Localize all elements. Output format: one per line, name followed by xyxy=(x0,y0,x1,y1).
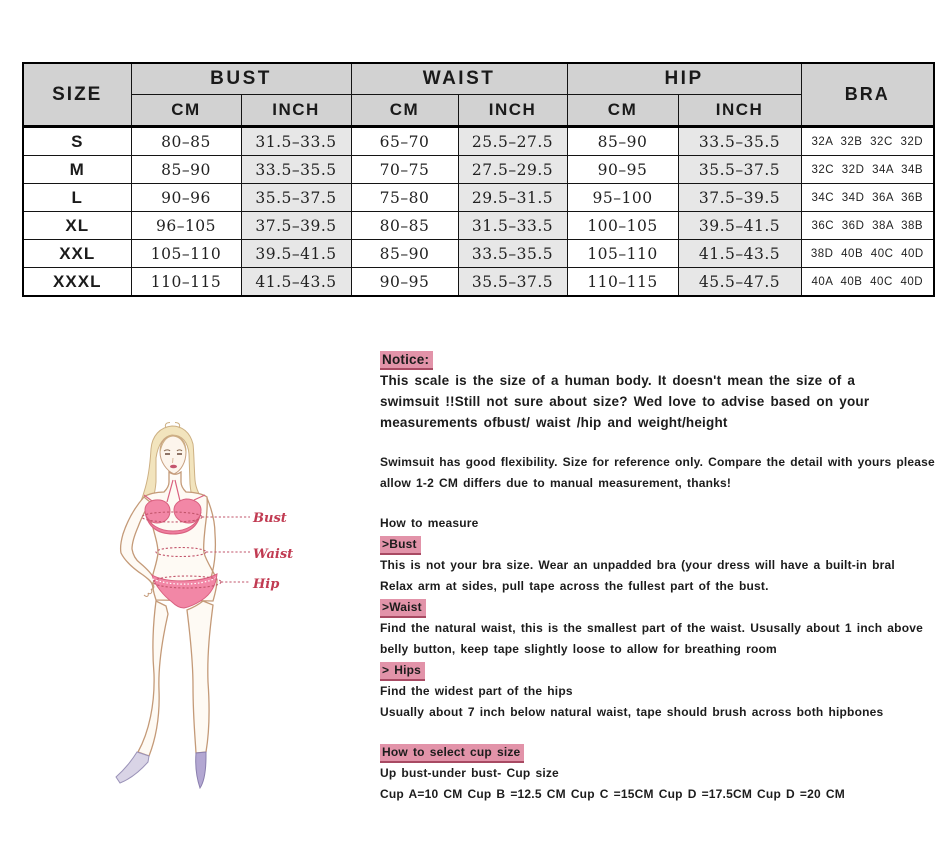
highlight-label: >Waist xyxy=(380,599,426,618)
cell-hip-cm: 100–105 xyxy=(567,212,678,240)
subheader-waist-inch: INCH xyxy=(458,95,567,127)
highlight-label: > Hips xyxy=(380,662,425,681)
measure-notes xyxy=(380,349,945,805)
note-line: Relax arm at sides, pull tape across the fullest part of the bust. xyxy=(380,579,769,593)
left-leg xyxy=(138,601,168,756)
cell-hip-inch: 45.5–47.5 xyxy=(678,268,801,297)
cell-size: S xyxy=(23,127,131,156)
cell-waist-cm: 70–75 xyxy=(351,156,458,184)
hip-label: Hip xyxy=(253,577,280,592)
cell-waist-inch: 31.5–33.5 xyxy=(458,212,567,240)
cell-hip-cm: 95–100 xyxy=(567,184,678,212)
nose xyxy=(173,458,174,463)
note-line xyxy=(380,660,945,681)
note-line xyxy=(380,534,945,555)
cell-size: M xyxy=(23,156,131,184)
note-line xyxy=(380,742,945,763)
cell-bra: 36C 36D 38A 38B xyxy=(801,212,934,240)
col-header-size: SIZE xyxy=(23,63,131,127)
cell-hip-inch: 37.5–39.5 xyxy=(678,184,801,212)
cell-bust-inch: 31.5–33.5 xyxy=(241,127,351,156)
note-line: How to measure xyxy=(380,516,479,530)
cell-bra: 38D 40B 40C 40D xyxy=(801,240,934,268)
cell-hip-cm: 105–110 xyxy=(567,240,678,268)
cell-bust-cm: 85–90 xyxy=(131,156,241,184)
cell-waist-inch: 27.5–29.5 xyxy=(458,156,567,184)
bikini-cup-left xyxy=(145,500,170,523)
cell-size: XXXL xyxy=(23,268,131,297)
cell-bust-inch: 37.5–39.5 xyxy=(241,212,351,240)
cell-size: XL xyxy=(23,212,131,240)
cell-hip-inch: 39.5–41.5 xyxy=(678,212,801,240)
note-line: Find the natural waist, this is the smallest part of the waist. Ususally about 1 inch above xyxy=(380,621,923,635)
highlight-label: >Bust xyxy=(380,536,421,555)
size-chart-table xyxy=(22,62,935,297)
subheader-hip-cm: CM xyxy=(567,95,678,127)
cell-hip-inch: 35.5–37.5 xyxy=(678,156,801,184)
note-line xyxy=(380,349,945,370)
cell-bra: 34C 34D 36A 36B xyxy=(801,184,934,212)
table-row xyxy=(23,268,934,297)
cell-waist-inch: 25.5–27.5 xyxy=(458,127,567,156)
cell-hip-inch: 33.5–35.5 xyxy=(678,127,801,156)
table-row xyxy=(23,212,934,240)
cell-bust-inch: 35.5–37.5 xyxy=(241,184,351,212)
note-line: Usually about 7 inch below natural waist, tape should brush across both hipbones xyxy=(380,705,884,719)
note-line: allow 1-2 CM differs due to manual measurement, thanks! xyxy=(380,476,732,490)
note-line: belly button, keep tape slightly loose to allow for breathing room xyxy=(380,642,777,656)
cell-waist-inch: 33.5–35.5 xyxy=(458,240,567,268)
left-shoe xyxy=(116,752,149,783)
cell-waist-cm: 75–80 xyxy=(351,184,458,212)
table-row xyxy=(23,127,934,156)
subheader-bust-cm: CM xyxy=(131,95,241,127)
note-line: Find the widest part of the hips xyxy=(380,684,573,698)
note-line: Up bust-under bust- Cup size xyxy=(380,766,559,780)
cell-bust-inch: 33.5–35.5 xyxy=(241,156,351,184)
note-line: swimsuit !!Still not sure about size? Wed love to advise based on your xyxy=(380,394,870,409)
col-header-bra: BRA xyxy=(801,63,934,127)
subheader-hip-inch: INCH xyxy=(678,95,801,127)
col-header-bust: BUST xyxy=(131,63,351,95)
subheader-bust-inch: INCH xyxy=(241,95,351,127)
cell-bust-cm: 110–115 xyxy=(131,268,241,297)
note-line xyxy=(380,597,945,618)
cell-waist-cm: 85–90 xyxy=(351,240,458,268)
cell-hip-cm: 85–90 xyxy=(567,127,678,156)
cell-waist-cm: 90–95 xyxy=(351,268,458,297)
table-row xyxy=(23,156,934,184)
table-body xyxy=(23,127,934,297)
cell-bust-cm: 105–110 xyxy=(131,240,241,268)
note-line: measurements ofbust/ waist /hip and weight/height xyxy=(380,415,728,430)
cell-waist-inch: 35.5–37.5 xyxy=(458,268,567,297)
lips xyxy=(170,465,177,469)
cell-size: L xyxy=(23,184,131,212)
cell-bra: 32C 32D 34A 34B xyxy=(801,156,934,184)
cell-bust-cm: 80–85 xyxy=(131,127,241,156)
table-header xyxy=(23,63,934,127)
subheader-waist-cm: CM xyxy=(351,95,458,127)
table-row xyxy=(23,184,934,212)
cell-bust-cm: 96–105 xyxy=(131,212,241,240)
right-leg xyxy=(187,601,213,753)
woman-sketch xyxy=(116,423,217,789)
right-shoe xyxy=(196,752,206,788)
cell-bust-inch: 41.5–43.5 xyxy=(241,268,351,297)
cell-waist-inch: 29.5–31.5 xyxy=(458,184,567,212)
cell-waist-cm: 80–85 xyxy=(351,212,458,240)
cell-hip-cm: 90–95 xyxy=(567,156,678,184)
bust-label: Bust xyxy=(253,511,287,526)
cell-hip-cm: 110–115 xyxy=(567,268,678,297)
col-header-waist: WAIST xyxy=(351,63,567,95)
cell-bra: 40A 40B 40C 40D xyxy=(801,268,934,297)
col-header-hip: HIP xyxy=(567,63,801,95)
cell-hip-inch: 41.5–43.5 xyxy=(678,240,801,268)
cell-bra: 32A 32B 32C 32D xyxy=(801,127,934,156)
note-line: Swimsuit has good flexibility. Size for reference only. Compare the detail with yours please xyxy=(380,455,935,469)
waist-label: Waist xyxy=(253,547,293,562)
body-measurement-figure xyxy=(108,422,293,814)
note-line: This is not your bra size. Wear an unpadded bra (your dress will have a built-in bral xyxy=(380,558,895,572)
cell-waist-cm: 65–70 xyxy=(351,127,458,156)
cell-size: XXL xyxy=(23,240,131,268)
table-row xyxy=(23,240,934,268)
highlight-label: How to select cup size xyxy=(380,744,524,763)
note-line: This scale is the size of a human body. It doesn't mean the size of a xyxy=(380,373,856,388)
highlight-label: Notice: xyxy=(380,351,433,370)
cell-bust-inch: 39.5–41.5 xyxy=(241,240,351,268)
cell-bust-cm: 90–96 xyxy=(131,184,241,212)
note-line: Cup A=10 CM Cup B =12.5 CM Cup C =15CM Cup D =17.5CM Cup D =20 CM xyxy=(380,787,845,801)
